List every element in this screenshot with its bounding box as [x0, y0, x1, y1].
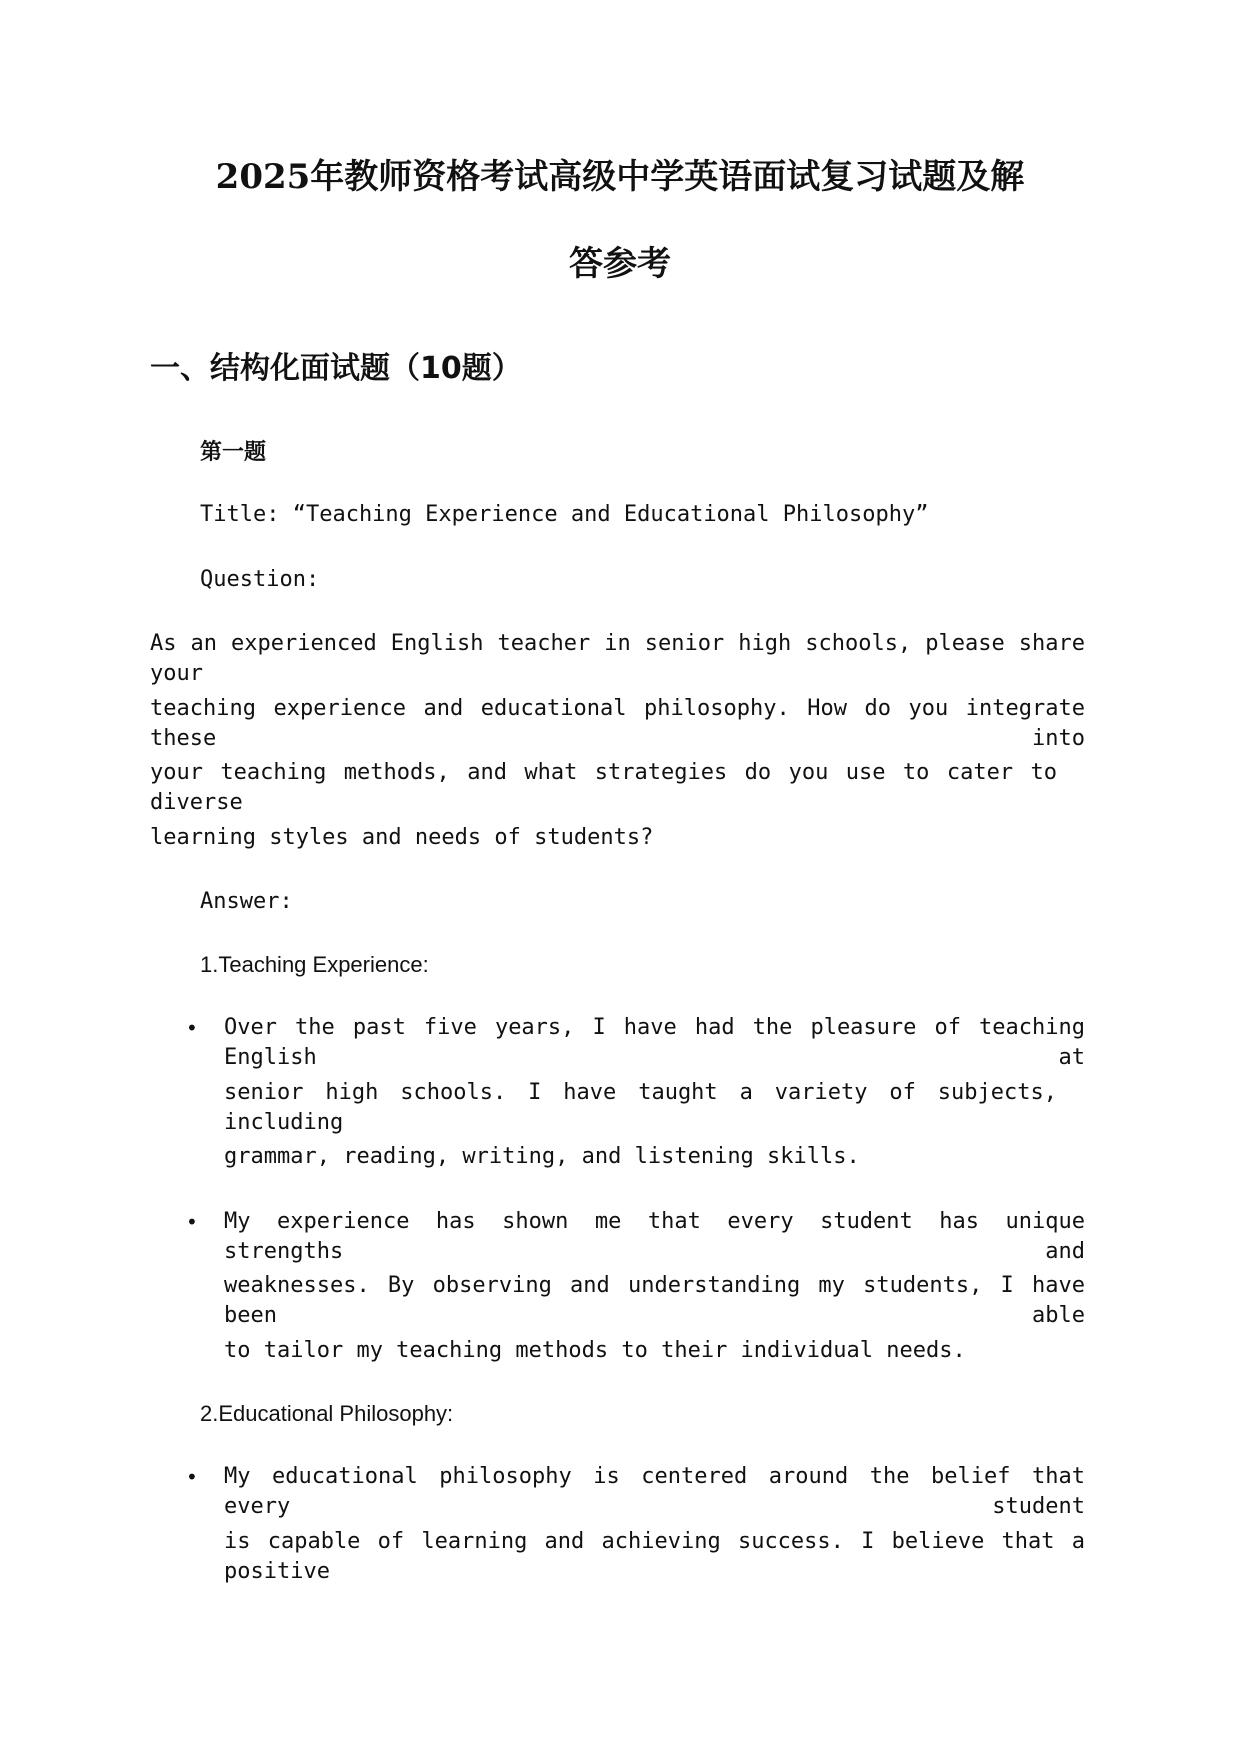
- bullet-1-line: Over the past five years, I have had the pleasure of teaching English at: [224, 1015, 1085, 1070]
- bullet-3-line: is capable of learning and achieving success. I believe that a positive: [224, 1529, 1085, 1584]
- question-text-line: your teaching methods, and what strategies do you use to cater to diverse: [150, 760, 1057, 815]
- question-text-line: teaching experience and educational philosophy. How do you integrate these into: [150, 696, 1085, 751]
- bullet-2-line: to tailor my teaching methods to their individual needs.: [224, 1338, 966, 1363]
- bullet-3-line: My educational philosophy is centered around the belief that every student: [224, 1464, 1085, 1519]
- bullet-2-line: My experience has shown me that every student has unique strengths and: [224, 1209, 1085, 1264]
- bullet-icon: •: [186, 1210, 198, 1234]
- section-heading: 一、结构化面试题（10题）: [150, 351, 522, 386]
- question-label: Question:: [200, 567, 320, 592]
- bullet-icon: •: [186, 1016, 198, 1040]
- answer-label: Answer:: [200, 889, 293, 914]
- document-title-line-1: 2025年教师资格考试高级中学英语面试复习试题及解: [215, 157, 1025, 197]
- bullet-icon: •: [186, 1465, 198, 1489]
- document-title-line-2: 答参考: [569, 244, 671, 284]
- question-text-line: learning styles and needs of students?: [150, 825, 654, 850]
- bullet-1-line: senior high schools. I have taught a variety of subjects, including: [224, 1080, 1057, 1135]
- subheading-teaching-experience: 1.Teaching Experience:: [200, 952, 429, 977]
- subheading-educational-philosophy: 2.Educational Philosophy:: [200, 1401, 454, 1426]
- question-title: Title: “Teaching Experience and Educational Philosophy”: [200, 502, 929, 527]
- question-text-line: As an experienced English teacher in senior high schools, please share your: [150, 631, 1085, 686]
- bullet-2-line: weaknesses. By observing and understanding my students, I have been able: [224, 1273, 1085, 1328]
- question-number: 第一题: [200, 440, 267, 465]
- bullet-1-line: grammar, reading, writing, and listening skills.: [224, 1144, 860, 1169]
